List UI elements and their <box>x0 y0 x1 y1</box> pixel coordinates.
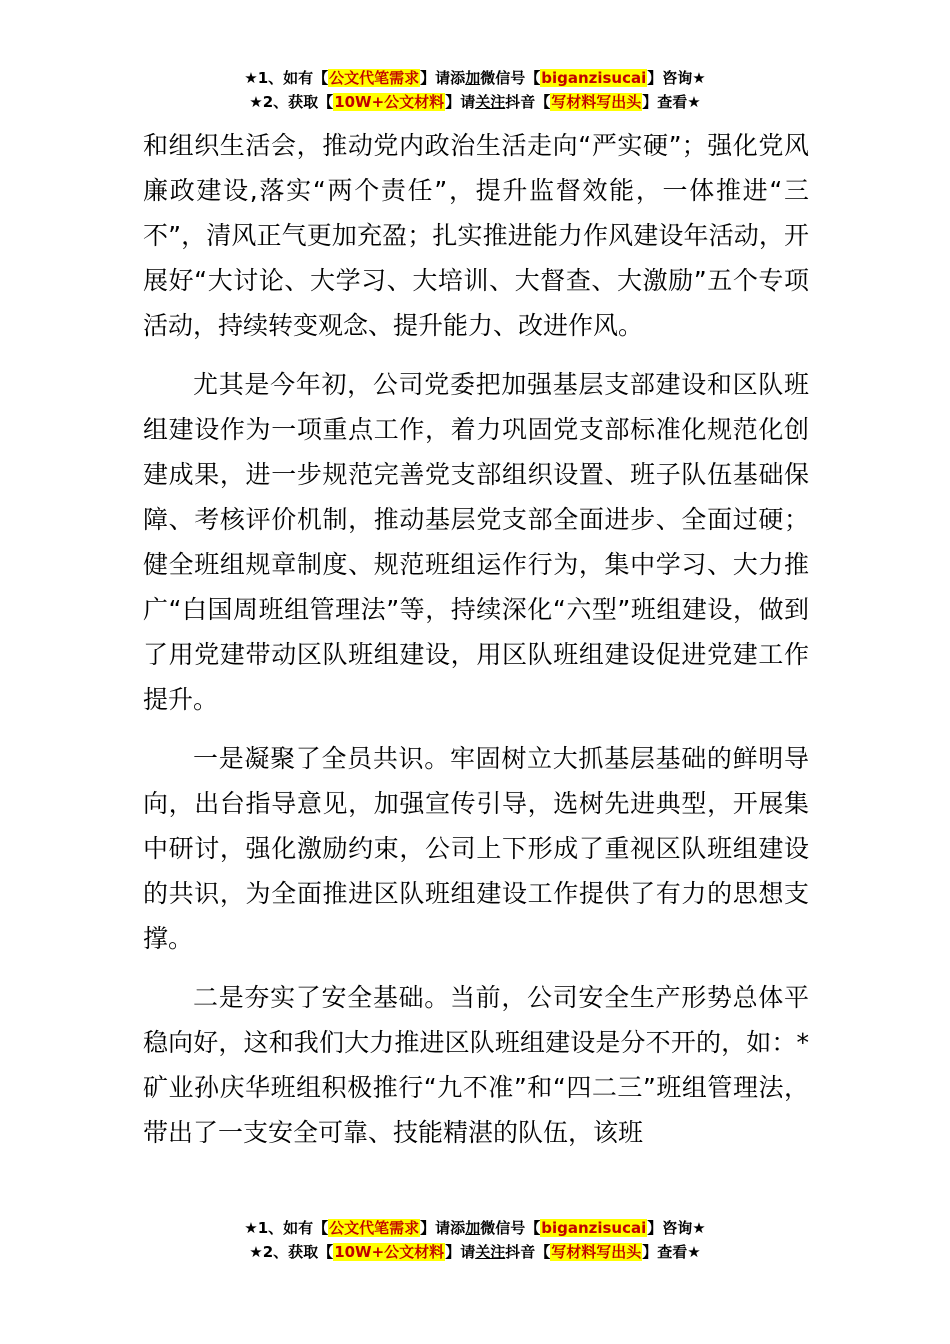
paragraph-2: 尤其是今年初，公司党委把加强基层支部建设和区队班组建设作为一项重点工作，着力巩固党支部标准化规范化创建成果，进一步规范完善党支部组织设置、班子队伍基础保障、考核评价机制，推动基层党支部全面进步、全面过硬；健全班组规章制度、规范班组运作行为，集中学习、大力推广“白国周班组管理法”等，持续深化“六型”班组建设，做到了用党建带动区队班组建设，用区队班组建设促进党建工作提升。 <box>143 370 809 714</box>
wechat-id: biganzisucai <box>541 69 647 87</box>
highlight-text: 10W+公文材料 <box>334 93 445 111</box>
highlight-text: 公文代笔需求 <box>329 69 420 87</box>
header-text: 抖音【 <box>505 93 551 111</box>
footer-line-2 <box>0 1240 950 1264</box>
header-text: 】查看★ <box>642 93 701 111</box>
underlined-text: 加 <box>465 69 481 87</box>
header-banner <box>0 66 950 114</box>
highlight-text: 10W+公文材料 <box>334 1243 445 1261</box>
header-line-2 <box>0 90 950 114</box>
header-text: ★1、如有【 <box>244 69 329 87</box>
highlight-text: 公文代笔需求 <box>329 1219 420 1237</box>
footer-line-1 <box>0 1216 950 1240</box>
douyin-account: 写材料写出头 <box>551 93 642 111</box>
footer-text: 】咨询★ <box>647 1219 706 1237</box>
footer-text: 】请添 <box>420 1219 466 1237</box>
footer-text: 抖音【 <box>505 1243 551 1261</box>
underlined-text: 关注 <box>475 1243 506 1261</box>
underlined-text: 关注 <box>475 93 506 111</box>
footer-banner <box>0 1216 950 1264</box>
header-line-1 <box>0 66 950 90</box>
wechat-id: biganzisucai <box>541 1219 647 1237</box>
document-body <box>143 123 809 1169</box>
paragraph-4: 二是夯实了安全基础。当前，公司安全生产形势总体平稳向好，这和我们大力推进区队班组建设是分不开的，如：*矿业孙庆华班组积极推行“九不准”和“四二三”班组管理法，带出了一支安全可靠、技能精湛的队伍，该班 <box>143 983 809 1147</box>
header-text: 】咨询★ <box>647 69 706 87</box>
footer-text: ★1、如有【 <box>244 1219 329 1237</box>
douyin-account: 写材料写出头 <box>551 1243 642 1261</box>
footer-text: 】请 <box>445 1243 476 1261</box>
header-text: ★2、获取【 <box>249 93 334 111</box>
header-text: 】请添 <box>420 69 466 87</box>
footer-text: 微信号【 <box>480 1219 541 1237</box>
paragraph-3: 一是凝聚了全员共识。牢固树立大抓基层基础的鲜明导向，出台指导意见，加强宣传引导，选树先进典型，开展集中研讨，强化激励约束，公司上下形成了重视区队班组建设的共识，为全面推进区队班组建设工作提供了有力的思想支撑。 <box>143 744 809 953</box>
footer-text: ★2、获取【 <box>249 1243 334 1261</box>
footer-text: 】查看★ <box>642 1243 701 1261</box>
header-text: 微信号【 <box>480 69 541 87</box>
paragraph-1: 和组织生活会，推动党内政治生活走向“严实硬”；强化党风廉政建设,落实“两个责任”，提升监督效能，一体推进“三不”，清风正气更加充盈；扎实推进能力作风建设年活动，开展好“大讨论、大学习、大培训、大督查、大激励”五个专项活动，持续转变观念、提升能力、改进作风。 <box>143 131 809 340</box>
header-text: 】请 <box>445 93 476 111</box>
underlined-text: 加 <box>465 1219 481 1237</box>
